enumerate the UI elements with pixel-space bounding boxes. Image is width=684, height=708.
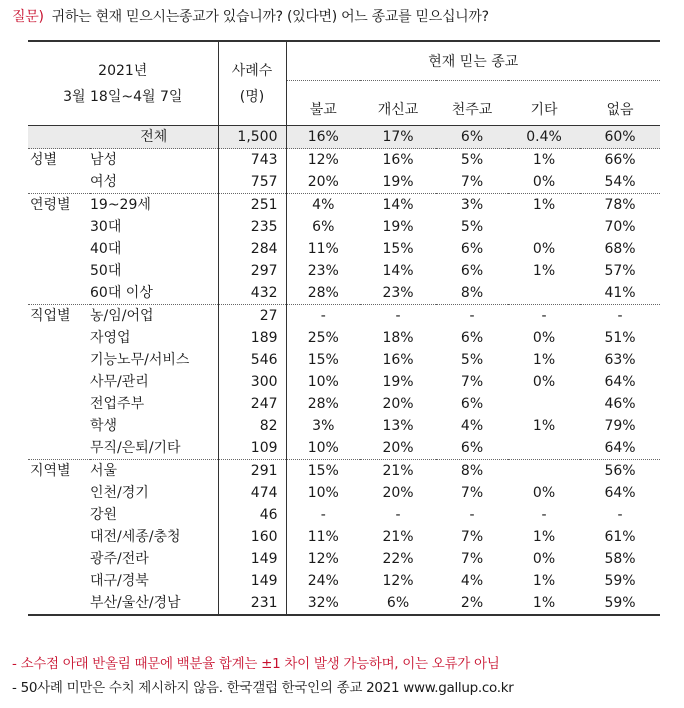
row-label: 사무/관리 [90, 374, 149, 390]
survey-dates: 3월 18일~4월 7일 [63, 88, 183, 105]
table-row [28, 504, 660, 526]
row-label: 전체 [90, 126, 218, 149]
row-group-label [28, 482, 90, 504]
survey-year: 2021년 [98, 62, 148, 79]
percent-cell: 12% [286, 548, 360, 570]
sample-size-unit: (명) [239, 88, 265, 105]
percent-cell: 16% [286, 126, 360, 149]
percent-cell: 19% [382, 219, 414, 235]
row-group-label [28, 504, 90, 526]
percent-cell: 7% [460, 485, 484, 501]
sample-size-cell: 149 [218, 548, 286, 570]
row-group-label: 성별 [30, 152, 58, 168]
table-row [28, 415, 660, 437]
row-label: 19~29세 [90, 197, 151, 213]
row-label: 농/임/어업 [90, 308, 154, 324]
percent-cell: 10% [286, 482, 360, 504]
percent-cell: 11% [286, 526, 360, 548]
percent-cell: 58% [604, 551, 636, 567]
sample-size-cell: 297 [218, 260, 286, 282]
sample-size-cell: 284 [218, 238, 286, 260]
percent-cell: 63% [604, 352, 636, 368]
table-row [28, 238, 660, 260]
percent-cell: 19% [360, 171, 436, 194]
table-row [28, 437, 660, 460]
sample-size-cell: 149 [218, 570, 286, 592]
row-group-label [28, 216, 90, 238]
row-group-label [28, 126, 90, 149]
percent-cell: 1% [532, 418, 556, 434]
percent-cell: 6% [436, 126, 508, 149]
table-row [28, 371, 660, 393]
sample-size-cell: 1,500 [218, 126, 286, 149]
percent-cell: 25% [286, 327, 360, 349]
sample-size-cell: 432 [218, 282, 286, 305]
table-row [28, 592, 660, 615]
sample-size-cell: 757 [218, 171, 286, 194]
percent-cell: 64% [604, 485, 636, 501]
percent-cell: - [469, 507, 475, 523]
percent-cell: - [286, 305, 360, 328]
footnote-rounding: - 소수점 아래 반올림 때문에 백분율 합계는 ±1 차이 발생 가능하며, 이는 오류가 아님 [12, 656, 500, 672]
percent-cell: 1% [508, 592, 580, 615]
percent-cell: - [286, 504, 360, 526]
percent-cell: 6% [460, 263, 484, 279]
percent-cell [508, 393, 580, 415]
column-header: 없음 [580, 81, 660, 126]
table-row [28, 305, 660, 328]
percent-cell: 6% [460, 396, 484, 412]
row-label: 부산/울산/경남 [90, 592, 218, 615]
survey-table [28, 40, 660, 616]
row-label: 무직/은퇴/기타 [90, 437, 218, 460]
table-row [28, 149, 660, 172]
percent-cell: 14% [382, 197, 414, 213]
survey-period-header [28, 41, 218, 126]
total-row [28, 126, 660, 149]
percent-cell: 79% [604, 418, 636, 434]
percent-cell: 10% [286, 437, 360, 460]
percent-cell: 20% [382, 485, 414, 501]
row-group-label [28, 327, 90, 349]
sample-size-cell: 546 [218, 349, 286, 371]
percent-cell: - [395, 507, 401, 523]
sample-size-cell: 474 [218, 482, 286, 504]
row-group-label [28, 238, 90, 260]
survey-question [12, 6, 489, 26]
percent-cell [508, 460, 580, 483]
table-row [28, 460, 660, 483]
column-header: 기타 [508, 81, 580, 126]
percent-cell: 28% [286, 282, 360, 305]
percent-cell: 20% [360, 437, 436, 460]
percent-cell: 20% [286, 171, 360, 194]
percent-cell: 8% [460, 463, 484, 479]
percent-cell: 21% [382, 529, 414, 545]
percent-cell: 3% [460, 197, 484, 213]
percent-cell: 6% [460, 241, 484, 257]
percent-cell: - [541, 308, 547, 324]
percent-cell: 19% [382, 374, 414, 390]
row-group-label [28, 570, 90, 592]
percent-cell [508, 282, 580, 305]
percent-cell: 5% [460, 219, 484, 235]
percent-cell: 0% [532, 241, 556, 257]
row-label: 60대 이상 [90, 282, 218, 305]
table-row [28, 482, 660, 504]
row-group-label: 직업별 [30, 308, 71, 324]
table-row [28, 194, 660, 217]
percent-cell: 10% [286, 371, 360, 393]
percent-cell: 46% [604, 396, 636, 412]
sample-size-cell: 189 [218, 327, 286, 349]
percent-cell: 6% [286, 216, 360, 238]
percent-cell: 1% [532, 573, 556, 589]
percent-cell: 7% [460, 374, 484, 390]
percent-cell: 56% [604, 463, 636, 479]
percent-cell: 16% [382, 352, 414, 368]
percent-cell: 22% [382, 551, 414, 567]
table-row [28, 548, 660, 570]
row-group-label [28, 548, 90, 570]
footnotes [12, 652, 514, 700]
row-label: 30대 [90, 219, 122, 235]
row-group-label [28, 371, 90, 393]
percent-cell: 6% [460, 330, 484, 346]
percent-cell: 4% [460, 418, 484, 434]
row-group-label [28, 260, 90, 282]
sample-size-cell: 160 [218, 526, 286, 548]
percent-cell: 13% [382, 418, 414, 434]
row-label: 서울 [90, 463, 118, 479]
percent-cell [508, 216, 580, 238]
column-header: 개신교 [360, 81, 436, 126]
percent-cell: 6% [436, 437, 508, 460]
row-label: 자영업 [90, 330, 131, 346]
percent-cell: 61% [604, 529, 636, 545]
row-group-label [28, 349, 90, 371]
percent-cell: 7% [460, 529, 484, 545]
row-label: 50대 [90, 263, 122, 279]
sample-size-cell: 300 [218, 371, 286, 393]
sample-size-cell: 231 [218, 592, 286, 615]
table-row [28, 260, 660, 282]
row-group-label [28, 171, 90, 194]
row-group-label [28, 592, 90, 615]
sample-size-label: 사례수 [231, 62, 273, 79]
table-row [28, 171, 660, 194]
question-label: 질문) [12, 9, 44, 25]
percent-cell: 7% [436, 171, 508, 194]
percent-cell: 12% [286, 149, 360, 172]
percent-cell: 54% [580, 171, 660, 194]
percent-cell: - [617, 308, 623, 324]
percent-cell: 14% [382, 263, 414, 279]
percent-cell: 4% [460, 573, 484, 589]
percent-cell: 0% [532, 330, 556, 346]
sample-size-header [218, 41, 286, 126]
percent-cell: 2% [436, 592, 508, 615]
table-row [28, 216, 660, 238]
row-group-label: 지역별 [30, 463, 71, 479]
percent-cell: 78% [604, 197, 636, 213]
row-group-label [28, 415, 90, 437]
row-label: 광주/전라 [90, 551, 149, 567]
column-header: 천주교 [436, 81, 508, 126]
sample-size-cell: 82 [218, 415, 286, 437]
row-label: 학생 [90, 418, 118, 434]
row-label: 대구/경북 [90, 573, 149, 589]
row-label: 남성 [90, 152, 118, 168]
percent-cell: - [617, 507, 623, 523]
row-label: 여성 [90, 171, 218, 194]
question-text: 귀하는 현재 믿으시는종교가 있습니까? (있다면) 어느 종교를 믿으십니까? [51, 9, 489, 25]
percent-cell: 32% [286, 592, 360, 615]
percent-cell: 8% [436, 282, 508, 305]
sample-size-cell: 291 [218, 460, 286, 483]
percent-cell [508, 437, 580, 460]
percent-cell: 0% [532, 485, 556, 501]
percent-cell: 7% [460, 551, 484, 567]
table-row [28, 327, 660, 349]
row-label: 40대 [90, 241, 122, 257]
percent-cell: 28% [286, 393, 360, 415]
percent-cell: 23% [286, 260, 360, 282]
percent-cell: 57% [604, 263, 636, 279]
row-label: 기능노무/서비스 [90, 352, 190, 368]
percent-cell: 20% [382, 396, 414, 412]
percent-cell: 68% [604, 241, 636, 257]
percent-cell: 18% [382, 330, 414, 346]
percent-cell: 21% [382, 463, 414, 479]
percent-cell: 11% [286, 238, 360, 260]
percent-cell: 15% [286, 460, 360, 483]
percent-cell: 0% [508, 171, 580, 194]
percent-cell: 4% [286, 194, 360, 217]
row-group-label [28, 437, 90, 460]
table-row [28, 349, 660, 371]
percent-cell: 12% [382, 573, 414, 589]
row-group-label [28, 282, 90, 305]
percent-cell: 60% [580, 126, 660, 149]
sample-size-cell: 743 [218, 149, 286, 172]
percent-cell: 23% [360, 282, 436, 305]
percent-cell: 0% [532, 551, 556, 567]
table-row [28, 570, 660, 592]
row-label: 대전/세종/충청 [90, 529, 181, 545]
sample-size-cell: 247 [218, 393, 286, 415]
percent-cell: 59% [604, 573, 636, 589]
row-group-label [28, 526, 90, 548]
percent-cell: 0% [532, 374, 556, 390]
percent-cell: 66% [604, 152, 636, 168]
percent-cell: 0.4% [508, 126, 580, 149]
sample-size-cell: 46 [218, 504, 286, 526]
percent-cell: 64% [604, 374, 636, 390]
religion-group-header: 현재 믿는 종교 [286, 41, 660, 81]
row-label: 인천/경기 [90, 485, 149, 501]
percent-cell: - [395, 308, 401, 324]
percent-cell: 64% [580, 437, 660, 460]
percent-cell: 15% [286, 349, 360, 371]
percent-cell: 41% [580, 282, 660, 305]
table-row [28, 393, 660, 415]
percent-cell: 24% [286, 570, 360, 592]
percent-cell: - [541, 507, 547, 523]
row-label: 강원 [90, 507, 118, 523]
percent-cell: 1% [532, 352, 556, 368]
footnote-source: - 50사례 미만은 수치 제시하지 않음. 한국갤럽 한국인의 종교 2021 www.gallup.co.kr [12, 680, 514, 696]
sample-size-cell: 109 [218, 437, 286, 460]
column-header: 불교 [286, 81, 360, 126]
survey-table-body [28, 126, 660, 616]
percent-cell: 17% [360, 126, 436, 149]
sample-size-cell: 27 [218, 305, 286, 328]
percent-cell: 16% [382, 152, 414, 168]
percent-cell: 51% [604, 330, 636, 346]
table-row [28, 282, 660, 305]
percent-cell: 59% [580, 592, 660, 615]
percent-cell: 6% [360, 592, 436, 615]
row-label: 전업주부 [90, 396, 145, 412]
percent-cell: 1% [532, 152, 556, 168]
percent-cell: 1% [532, 197, 556, 213]
percent-cell: 5% [460, 352, 484, 368]
percent-cell: - [469, 308, 475, 324]
row-group-label: 연령별 [30, 197, 71, 213]
percent-cell: 15% [382, 241, 414, 257]
sample-size-cell: 235 [218, 216, 286, 238]
percent-cell: 1% [532, 529, 556, 545]
table-row [28, 526, 660, 548]
percent-cell: 1% [532, 263, 556, 279]
percent-cell: 5% [460, 152, 484, 168]
sample-size-cell: 251 [218, 194, 286, 217]
percent-cell: 70% [604, 219, 636, 235]
row-group-label [28, 393, 90, 415]
percent-cell: 3% [286, 415, 360, 437]
